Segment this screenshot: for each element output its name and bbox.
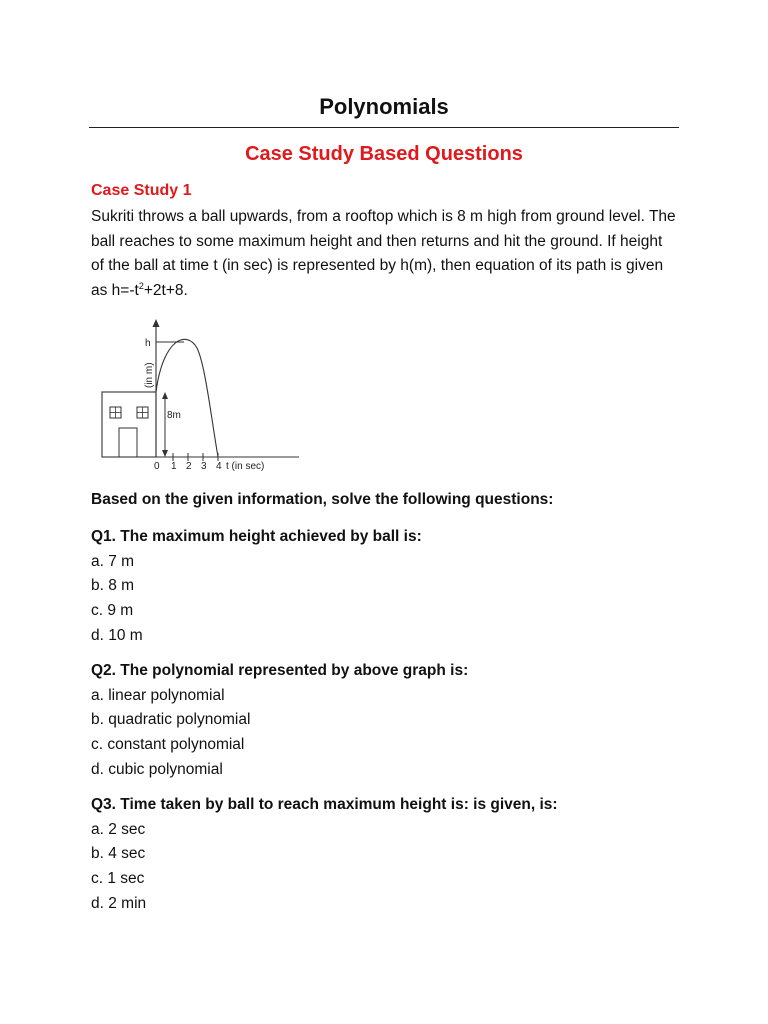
- instruction-text: Based on the given information, solve the following questions:: [91, 491, 554, 508]
- section-subtitle: Case Study Based Questions: [245, 143, 523, 165]
- title-divider: [89, 127, 679, 128]
- passage-exponent: 2: [138, 280, 144, 291]
- passage-tail: +2t+8.: [143, 281, 188, 299]
- question-2: [91, 659, 676, 783]
- question-1: [91, 525, 676, 649]
- height-arrow-up: [162, 392, 168, 399]
- x-tick-label-4: 4: [216, 461, 222, 472]
- question-3: [91, 793, 676, 917]
- x-axis-unit: t (in sec): [226, 461, 265, 472]
- x-tick-label-3: 3: [201, 461, 207, 472]
- question-2-text: Q2. The polynomial represented by above graph is:: [91, 662, 469, 679]
- height-arrow-down: [162, 450, 168, 457]
- x-tick-label-2: 2: [186, 461, 192, 472]
- trajectory-figure: [97, 316, 307, 476]
- question-2-option-d: d. cubic polynomial: [91, 760, 223, 778]
- x-tick-label-1: 1: [171, 461, 177, 472]
- question-1-option-c: c. 9 m: [91, 602, 134, 620]
- x-tick-label-0: 0: [154, 461, 160, 472]
- passage-text: Sukriti throws a ball upwards, from a rooftop which is 8 m high from ground level. The ball reaches to some maximum height and then returns and hit the ground. If height of the ball at time t (in sec) is represented by h(m), then equation of its path is given as h=-t: [91, 208, 676, 299]
- question-3-option-b: b. 4 sec: [91, 845, 146, 863]
- question-2-option-b: b. quadratic polynomial: [91, 711, 251, 729]
- question-1-option-a: a. 7 m: [91, 552, 135, 570]
- page-title: Polynomials: [319, 94, 449, 119]
- case-study-passage: [91, 205, 676, 303]
- y-axis-unit: (in m): [144, 362, 155, 388]
- trajectory-diagram: [97, 316, 307, 476]
- y-axis-label: h: [145, 338, 151, 349]
- question-3-option-d: d. 2 min: [91, 894, 147, 912]
- question-1-option-b: b. 8 m: [91, 577, 135, 595]
- question-3-text: Q3. Time taken by ball to reach maximum height is: is given, is:: [91, 796, 558, 813]
- y-axis-arrow: [153, 319, 160, 327]
- height-label: 8m: [167, 410, 181, 421]
- question-2-option-a: a. linear polynomial: [91, 686, 225, 704]
- question-1-option-d: d. 10 m: [91, 626, 143, 644]
- building-door: [119, 428, 137, 457]
- building: [102, 392, 156, 457]
- question-1-text: Q1. The maximum height achieved by ball is:: [91, 528, 422, 545]
- question-3-option-c: c. 1 sec: [91, 870, 145, 888]
- question-2-option-c: c. constant polynomial: [91, 736, 245, 754]
- question-3-option-a: a. 2 sec: [91, 820, 146, 838]
- case-study-label: Case Study 1: [91, 182, 192, 199]
